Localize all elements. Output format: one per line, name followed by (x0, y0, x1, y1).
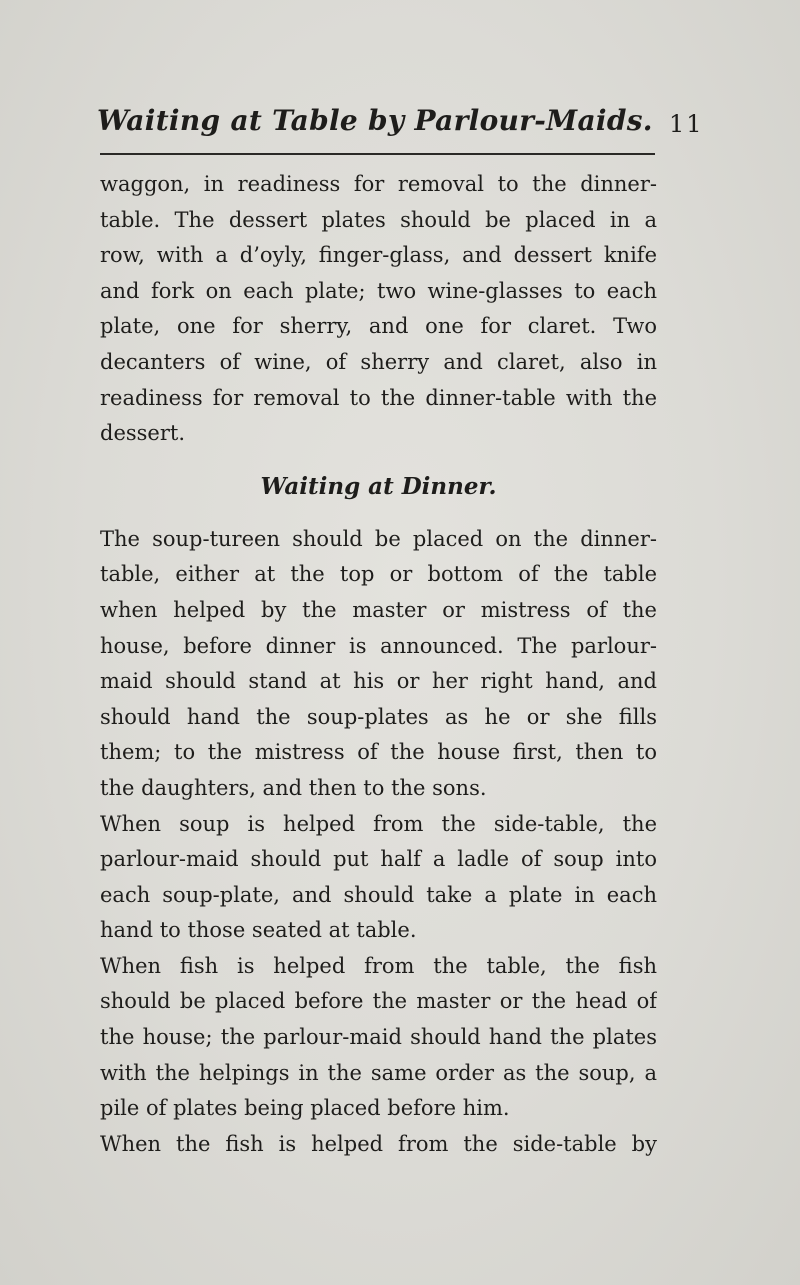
text-line: with the helpings in the same order as the soup, a (100, 1060, 657, 1085)
text-line: the daughters, and then to the sons. (100, 775, 487, 800)
text-line: and fork on each plate; two wine-glasses to each (100, 278, 657, 303)
text-line: When the fish is helped from the side-table by (100, 1131, 657, 1156)
paragraph-dessert (100, 167, 657, 452)
text-line: each soup-plate, and should take a plate in each (100, 882, 657, 907)
paragraph-soup-tureen (100, 522, 657, 807)
text-line: The soup-tureen should be placed on the dinner- (100, 526, 657, 551)
text-line: house, before dinner is announced. The parlour- (100, 633, 657, 658)
paragraph-side-table-soup (100, 807, 657, 949)
text-line: should be placed before the master or the head of (100, 989, 657, 1014)
page-number: 11 (669, 110, 704, 138)
text-line: waggon, in readiness for removal to the dinner- (100, 172, 657, 196)
text-line: row, with a d’oyly, finger-glass, and dessert knife (100, 243, 657, 268)
body-text (100, 167, 657, 1162)
text-line: table, either at the top or bottom of the table (100, 562, 657, 587)
text-line: the house; the parlour-maid should hand the plates (100, 1025, 657, 1050)
text-line: pile of plates being placed before him. (100, 1096, 510, 1121)
text-line: When soup is helped from the side-table, the (100, 811, 657, 836)
text-line: decanters of wine, of sherry and claret, also in (100, 349, 657, 374)
paragraph-fish-side-table (100, 1127, 657, 1163)
section-heading: Waiting at Dinner. (260, 472, 497, 500)
text-line: maid should stand at his or her right hand, and (100, 669, 657, 694)
paragraph-fish (100, 949, 657, 1127)
text-line: hand to those seated at table. (100, 918, 417, 943)
header-rule (100, 153, 655, 155)
text-line: readiness for removal to the dinner-table with the (100, 385, 657, 410)
text-line: dessert. (100, 421, 186, 446)
text-line: when helped by the master or mistress of the (100, 597, 657, 622)
text-line: When fish is helped from the table, the fish (100, 953, 657, 978)
text-line: them; to the mistress of the house first, then to (100, 740, 657, 765)
page-header (0, 0, 800, 170)
text-line: should hand the soup-plates as he or she fills (100, 704, 657, 729)
running-title: Waiting at Table by Parlour-Maids. (97, 104, 653, 137)
text-line: parlour-maid should put half a ladle of soup into (100, 847, 657, 872)
text-line: table. The dessert plates should be placed in a (100, 207, 657, 232)
text-line: plate, one for sherry, and one for claret. Two (100, 314, 657, 339)
